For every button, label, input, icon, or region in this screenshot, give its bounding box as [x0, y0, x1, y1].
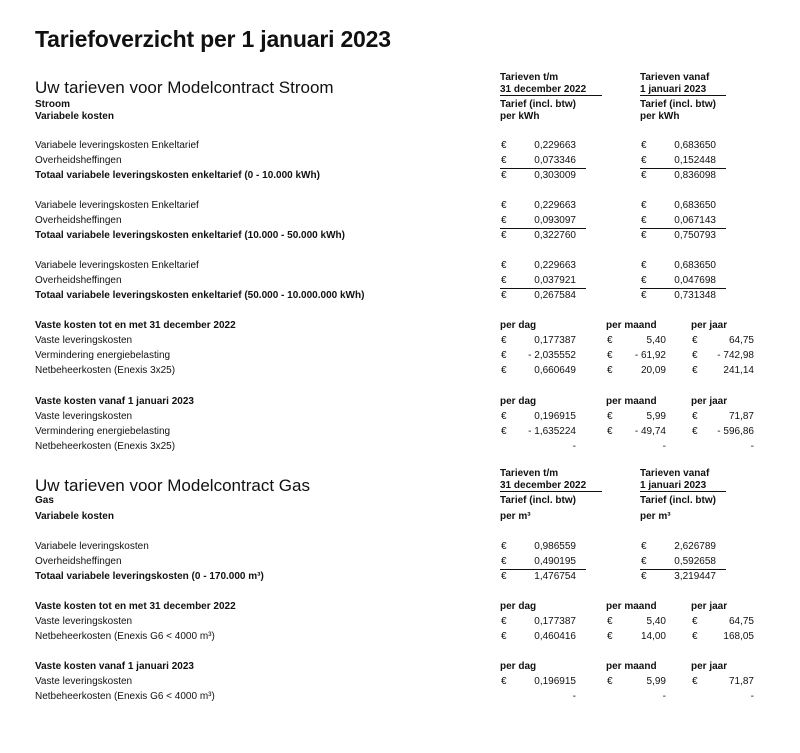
col-per-dag: per dag [500, 601, 537, 612]
euro-sign: € [641, 571, 647, 582]
stroom-v23-r3-label: Netbeheerkosten (Enexis 3x25) [35, 441, 176, 452]
euro-sign: € [501, 230, 507, 241]
gas-r2-b: 0,592658 [674, 556, 716, 567]
col-per-maand: per maand [606, 320, 657, 331]
stroom-v23-r2-jaar: - 596,86 [717, 426, 754, 437]
euro-sign: € [607, 631, 613, 642]
col-per-jaar: per jaar [691, 396, 728, 407]
stroom-v22-r3-maand: 20,09 [640, 365, 666, 376]
col-per-dag: per dag [500, 320, 537, 331]
stroom-v23-r2-label: Vermindering energiebelasting [35, 426, 171, 437]
euro-sign: € [501, 275, 507, 286]
stroom-v23-r2-dag: - 1,635224 [528, 426, 576, 437]
gas-v22-r1-jaar: 64,75 [728, 616, 754, 627]
euro-sign: € [607, 616, 613, 627]
stroom-v22-r1-jaar: 64,75 [728, 335, 754, 346]
gas-r1-a: 0,986559 [534, 541, 576, 552]
euro-sign: € [501, 631, 507, 642]
euro-sign: € [501, 335, 507, 346]
euro-sign: € [501, 616, 507, 627]
stroom-col1-h4: per kWh [500, 111, 540, 122]
euro-sign: € [501, 155, 507, 166]
gas-v22-r2-jaar: 168,05 [723, 631, 754, 642]
gas-col1-h3: Tarief (incl. btw) [500, 495, 576, 506]
sum-line [500, 168, 586, 169]
stroom-v23-r1-dag: 0,196915 [534, 411, 576, 422]
gas-v23-r2-jaar: - [750, 691, 754, 702]
gas-v22-r1-label: Vaste leveringskosten [35, 616, 133, 627]
euro-sign: € [501, 140, 507, 151]
stroom-g1-r2-a: 0,073346 [534, 155, 576, 166]
euro-sign: € [692, 676, 698, 687]
euro-sign: € [641, 230, 647, 241]
stroom-g3-total-a: 0,267584 [534, 290, 576, 301]
col-per-dag: per dag [500, 661, 537, 672]
euro-sign: € [501, 260, 507, 271]
euro-sign: € [607, 350, 613, 361]
col-per-jaar: per jaar [691, 661, 728, 672]
stroom-v23-r3-jaar: - [750, 441, 754, 452]
stroom-col2-h2: 1 januari 2023 [640, 84, 726, 96]
gas-col2-h4: per m³ [640, 511, 671, 522]
stroom-v23-r1-label: Vaste leveringskosten [35, 411, 133, 422]
stroom-g1-total-b: 0,836098 [674, 170, 716, 181]
gas-v23-r1-maand: 5,99 [646, 676, 666, 687]
sum-line [640, 228, 726, 229]
stroom-v22-r1-dag: 0,177387 [534, 335, 576, 346]
stroom-g2-total-b: 0,750793 [674, 230, 716, 241]
gas-v22-r1-maand: 5,40 [646, 616, 666, 627]
stroom-v22-r2-label: Vermindering energiebelasting [35, 350, 171, 361]
sum-line [640, 569, 726, 570]
stroom-v23-r3-dag: - [572, 441, 576, 452]
euro-sign: € [641, 260, 647, 271]
euro-sign: € [641, 275, 647, 286]
euro-sign: € [641, 215, 647, 226]
euro-sign: € [607, 365, 613, 376]
stroom-g1-r1-b: 0,683650 [674, 140, 716, 151]
euro-sign: € [641, 140, 647, 151]
col-per-maand: per maand [606, 396, 657, 407]
stroom-v22-r2-dag: - 2,035552 [528, 350, 576, 361]
gas-r2-a: 0,490195 [534, 556, 576, 567]
stroom-g3-r1-a: 0,229663 [534, 260, 576, 271]
stroom-g1-r1-label: Variabele leveringskosten Enkeltarief [35, 140, 199, 151]
gas-v23-r1-label: Vaste leveringskosten [35, 676, 133, 687]
euro-sign: € [641, 290, 647, 301]
stroom-g2-r2-b: 0,067143 [674, 215, 716, 226]
euro-sign: € [607, 335, 613, 346]
gas-heading: Uw tarieven voor Modelcontract Gas [35, 476, 310, 495]
euro-sign: € [641, 170, 647, 181]
euro-sign: € [501, 411, 507, 422]
stroom-g2-total-a: 0,322760 [534, 230, 576, 241]
stroom-sub2: Variabele kosten [35, 111, 114, 122]
stroom-g2-total-label: Totaal variabele leveringskosten enkeltarief (10.000 - 50.000 kWh) [35, 230, 345, 241]
stroom-heading: Uw tarieven voor Modelcontract Stroom [35, 78, 334, 97]
gas-col2-h1: Tarieven vanaf [640, 468, 710, 479]
stroom-g3-total-label: Totaal variabele leveringskosten enkeltarief (50.000 - 10.000.000 kWh) [35, 290, 365, 301]
gas-total-a: 1,476754 [534, 571, 576, 582]
stroom-g1-r2-b: 0,152448 [674, 155, 716, 166]
stroom-g3-r2-a: 0,037921 [534, 275, 576, 286]
stroom-g1-r2-label: Overheidsheffingen [35, 155, 122, 166]
euro-sign: € [641, 200, 647, 211]
gas-vast2022-heading: Vaste kosten tot en met 31 december 2022 [35, 601, 236, 612]
sum-line [500, 288, 586, 289]
euro-sign: € [692, 631, 698, 642]
gas-v22-r2-label: Netbeheerkosten (Enexis G6 < 4000 m³) [35, 631, 215, 642]
stroom-g1-total-a: 0,303009 [534, 170, 576, 181]
stroom-g2-r1-a: 0,229663 [534, 200, 576, 211]
euro-sign: € [692, 350, 698, 361]
euro-sign: € [501, 426, 507, 437]
gas-v23-r1-jaar: 71,87 [728, 676, 754, 687]
gas-v23-r2-maand: - [662, 691, 666, 702]
euro-sign: € [607, 426, 613, 437]
stroom-col2-h1: Tarieven vanaf [640, 72, 710, 83]
stroom-v22-r3-label: Netbeheerkosten (Enexis 3x25) [35, 365, 176, 376]
gas-r1-label: Variabele leveringskosten [35, 541, 149, 552]
gas-col2-h2: 1 januari 2023 [640, 480, 726, 492]
gas-total-b: 3,219447 [674, 571, 716, 582]
euro-sign: € [692, 411, 698, 422]
stroom-g2-r1-b: 0,683650 [674, 200, 716, 211]
gas-total-label: Totaal variabele leveringskosten (0 - 170.000 m³) [35, 571, 264, 582]
gas-col1-h2: 31 december 2022 [500, 480, 602, 492]
stroom-g3-r1-b: 0,683650 [674, 260, 716, 271]
gas-v22-r1-dag: 0,177387 [534, 616, 576, 627]
euro-sign: € [692, 365, 698, 376]
stroom-g2-r1-label: Variabele leveringskosten Enkeltarief [35, 200, 199, 211]
gas-r2-label: Overheidsheffingen [35, 556, 122, 567]
stroom-g3-total-b: 0,731348 [674, 290, 716, 301]
stroom-g1-r1-a: 0,229663 [534, 140, 576, 151]
stroom-v22-r1-label: Vaste leveringskosten [35, 335, 133, 346]
gas-col1-h1: Tarieven t/m [500, 468, 559, 479]
gas-sub2: Variabele kosten [35, 511, 114, 522]
stroom-v22-r3-dag: 0,660649 [534, 365, 576, 376]
stroom-v23-r1-maand: 5,99 [646, 411, 666, 422]
sum-line [640, 168, 726, 169]
stroom-v22-r2-maand: - 61,92 [634, 350, 666, 361]
stroom-v22-r2-jaar: - 742,98 [717, 350, 754, 361]
euro-sign: € [641, 155, 647, 166]
euro-sign: € [501, 556, 507, 567]
stroom-v22-r3-jaar: 241,14 [723, 365, 754, 376]
euro-sign: € [501, 676, 507, 687]
euro-sign: € [692, 616, 698, 627]
euro-sign: € [692, 335, 698, 346]
stroom-v23-r1-jaar: 71,87 [728, 411, 754, 422]
stroom-g3-r1-label: Variabele leveringskosten Enkeltarief [35, 260, 199, 271]
stroom-g2-r2-label: Overheidsheffingen [35, 215, 122, 226]
gas-col1-h4: per m³ [500, 511, 531, 522]
gas-v22-r2-maand: 14,00 [640, 631, 666, 642]
gas-v22-r2-dag: 0,460416 [534, 631, 576, 642]
euro-sign: € [501, 541, 507, 552]
page-title: Tariefoverzicht per 1 januari 2023 [35, 26, 391, 52]
sum-line [500, 569, 586, 570]
stroom-g3-r2-b: 0,047698 [674, 275, 716, 286]
stroom-col2-h3: Tarief (incl. btw) [640, 99, 716, 110]
stroom-vast2023-heading: Vaste kosten vanaf 1 januari 2023 [35, 396, 194, 407]
euro-sign: € [501, 350, 507, 361]
euro-sign: € [501, 571, 507, 582]
stroom-col1-h2: 31 december 2022 [500, 84, 602, 96]
gas-sub1: Gas [35, 495, 54, 506]
euro-sign: € [501, 215, 507, 226]
euro-sign: € [501, 365, 507, 376]
gas-v23-r2-label: Netbeheerkosten (Enexis G6 < 4000 m³) [35, 691, 215, 702]
gas-r1-b: 2,626789 [674, 541, 716, 552]
stroom-col1-h3: Tarief (incl. btw) [500, 99, 576, 110]
euro-sign: € [607, 676, 613, 687]
stroom-vast2022-heading: Vaste kosten tot en met 31 december 2022 [35, 320, 236, 331]
col-per-maand: per maand [606, 601, 657, 612]
stroom-col2-h4: per kWh [640, 111, 680, 122]
euro-sign: € [501, 200, 507, 211]
euro-sign: € [641, 541, 647, 552]
stroom-v23-r3-maand: - [662, 441, 666, 452]
euro-sign: € [607, 411, 613, 422]
gas-v23-r2-dag: - [572, 691, 576, 702]
stroom-g1-total-label: Totaal variabele leveringskosten enkeltarief (0 - 10.000 kWh) [35, 170, 320, 181]
sum-line [640, 288, 726, 289]
stroom-g3-r2-label: Overheidsheffingen [35, 275, 122, 286]
euro-sign: € [501, 290, 507, 301]
euro-sign: € [641, 556, 647, 567]
gas-v23-r1-dag: 0,196915 [534, 676, 576, 687]
euro-sign: € [692, 426, 698, 437]
stroom-g2-r2-a: 0,093097 [534, 215, 576, 226]
euro-sign: € [501, 170, 507, 181]
col-per-maand: per maand [606, 661, 657, 672]
stroom-v22-r1-maand: 5,40 [646, 335, 666, 346]
col-per-dag: per dag [500, 396, 537, 407]
sum-line [500, 228, 586, 229]
stroom-sub1: Stroom [35, 99, 70, 110]
col-per-jaar: per jaar [691, 320, 728, 331]
stroom-v23-r2-maand: - 49,74 [634, 426, 666, 437]
gas-col2-h3: Tarief (incl. btw) [640, 495, 716, 506]
col-per-jaar: per jaar [691, 601, 728, 612]
stroom-col1-h1: Tarieven t/m [500, 72, 559, 83]
gas-vast2023-heading: Vaste kosten vanaf 1 januari 2023 [35, 661, 194, 672]
